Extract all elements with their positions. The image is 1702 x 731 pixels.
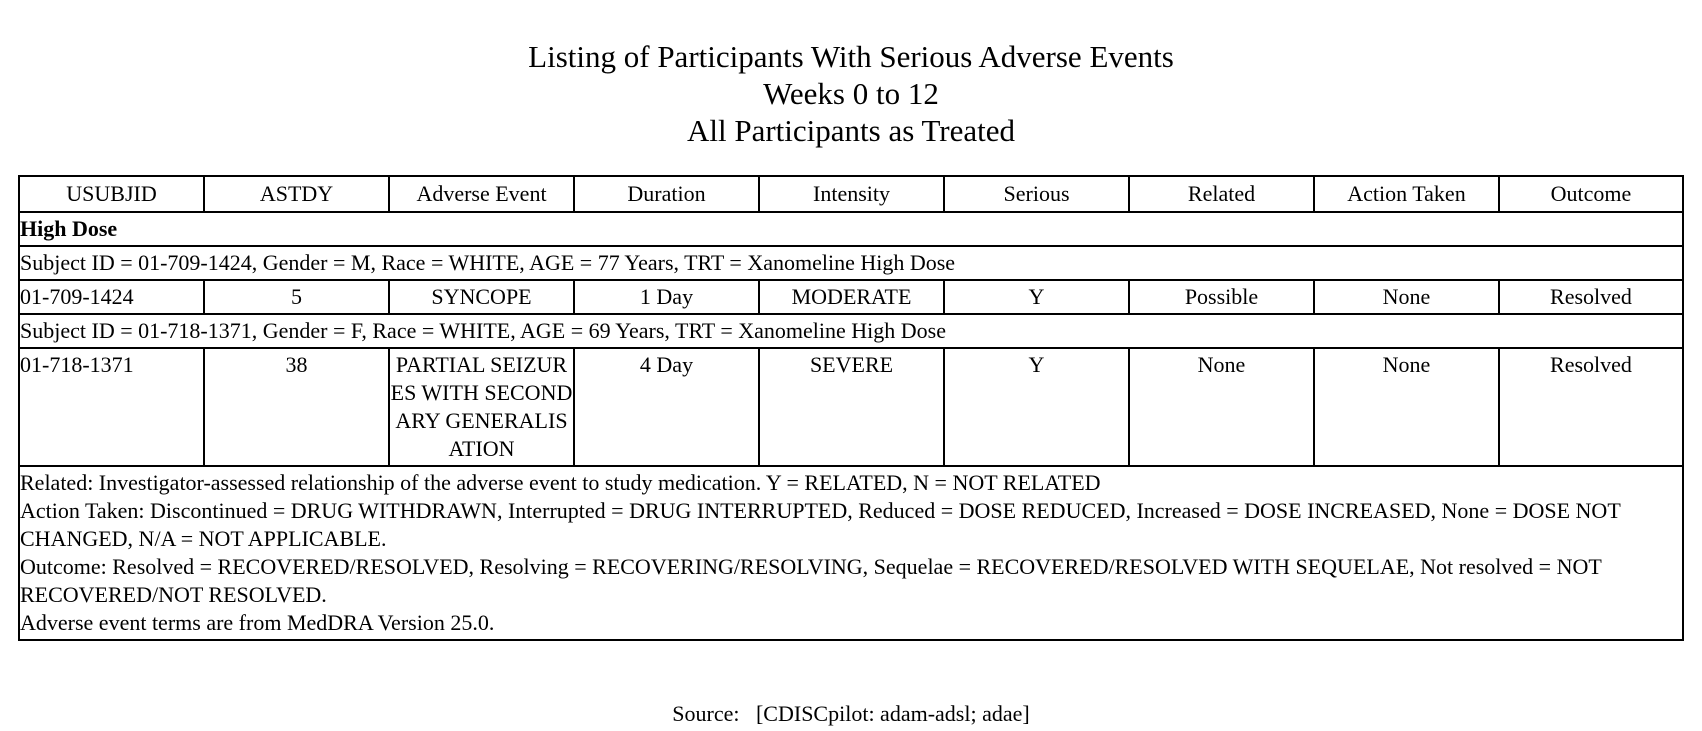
cell-usubjid: 01-718-1371: [19, 348, 204, 466]
table-row: [19, 280, 1683, 314]
adverse-events-table: [18, 175, 1684, 641]
footnotes-row: [19, 466, 1683, 640]
footnotes: [19, 466, 1683, 640]
column-header-intensity: Intensity: [759, 176, 944, 212]
column-header-action-taken: Action Taken: [1314, 176, 1499, 212]
source-value: [CDISCpilot: adam-adsl; adae]: [755, 701, 1030, 726]
source-label: Source:: [672, 701, 740, 726]
cell-action-taken: None: [1314, 280, 1499, 314]
cell-adverse-event: SYNCOPE: [389, 280, 574, 314]
cell-serious: Y: [944, 348, 1129, 466]
column-header-adverse-event: Adverse Event: [389, 176, 574, 212]
subject-header-row: [19, 246, 1683, 280]
source-line: [0, 700, 1702, 728]
cell-astdy: 38: [204, 348, 389, 466]
cell-intensity: SEVERE: [759, 348, 944, 466]
column-header-related: Related: [1129, 176, 1314, 212]
cell-duration: 1 Day: [574, 280, 759, 314]
cell-adverse-event: PARTIAL SEIZURES WITH SECONDARY GENERALISATION: [389, 348, 574, 466]
subject-header: Subject ID = 01-709-1424, Gender = M, Race = WHITE, AGE = 77 Years, TRT = Xanomeline High Dose: [19, 246, 1683, 280]
subject-header: Subject ID = 01-718-1371, Gender = F, Race = WHITE, AGE = 69 Years, TRT = Xanomeline High Dose: [19, 314, 1683, 348]
column-header-serious: Serious: [944, 176, 1129, 212]
table-header-row: [19, 176, 1683, 212]
cell-intensity: MODERATE: [759, 280, 944, 314]
column-header-usubjid: USUBJID: [19, 176, 204, 212]
column-header-duration: Duration: [574, 176, 759, 212]
footnote-related: Related: Investigator-assessed relationship of the adverse event to study medication. Y = RELATED, N = NOT RELATED: [20, 470, 1101, 495]
table-row: [19, 348, 1683, 466]
group-row: [19, 212, 1683, 246]
cell-usubjid: 01-709-1424: [19, 280, 204, 314]
report-title: Listing of Participants With Serious Adverse Events: [528, 39, 1174, 74]
footnote-outcome: Outcome: Resolved = RECOVERED/RESOLVED, Resolving = RECOVERING/RESOLVING, Sequelae = RECOVERED/RESOLVED WITH SEQUELAE, Not resolved = NOT RECOVERED/NOT RESOLVED.: [20, 554, 1602, 607]
subject-header-row: [19, 314, 1683, 348]
column-header-outcome: Outcome: [1499, 176, 1683, 212]
cell-serious: Y: [944, 280, 1129, 314]
column-header-astdy: ASTDY: [204, 176, 389, 212]
report-subtitle-population: All Participants as Treated: [686, 113, 1016, 148]
cell-astdy: 5: [204, 280, 389, 314]
report-subtitle-period: Weeks 0 to 12: [763, 76, 939, 111]
cell-action-taken: None: [1314, 348, 1499, 466]
cell-related: Possible: [1129, 280, 1314, 314]
footnote-meddra-version: Adverse event terms are from MedDRA Version 25.0.: [20, 610, 495, 635]
cell-outcome: Resolved: [1499, 280, 1683, 314]
treatment-group-label: High Dose: [19, 212, 1683, 246]
cell-duration: 4 Day: [574, 348, 759, 466]
footnote-action-taken: Action Taken: Discontinued = DRUG WITHDRAWN, Interrupted = DRUG INTERRUPTED, Reduced = DOSE REDUCED, Increased = DOSE INCREASED, None = DOSE NOT CHANGED, N/A = NOT APPLICABLE.: [20, 498, 1621, 551]
cell-outcome: Resolved: [1499, 348, 1683, 466]
report-title-block: [0, 38, 1702, 149]
cell-related: None: [1129, 348, 1314, 466]
